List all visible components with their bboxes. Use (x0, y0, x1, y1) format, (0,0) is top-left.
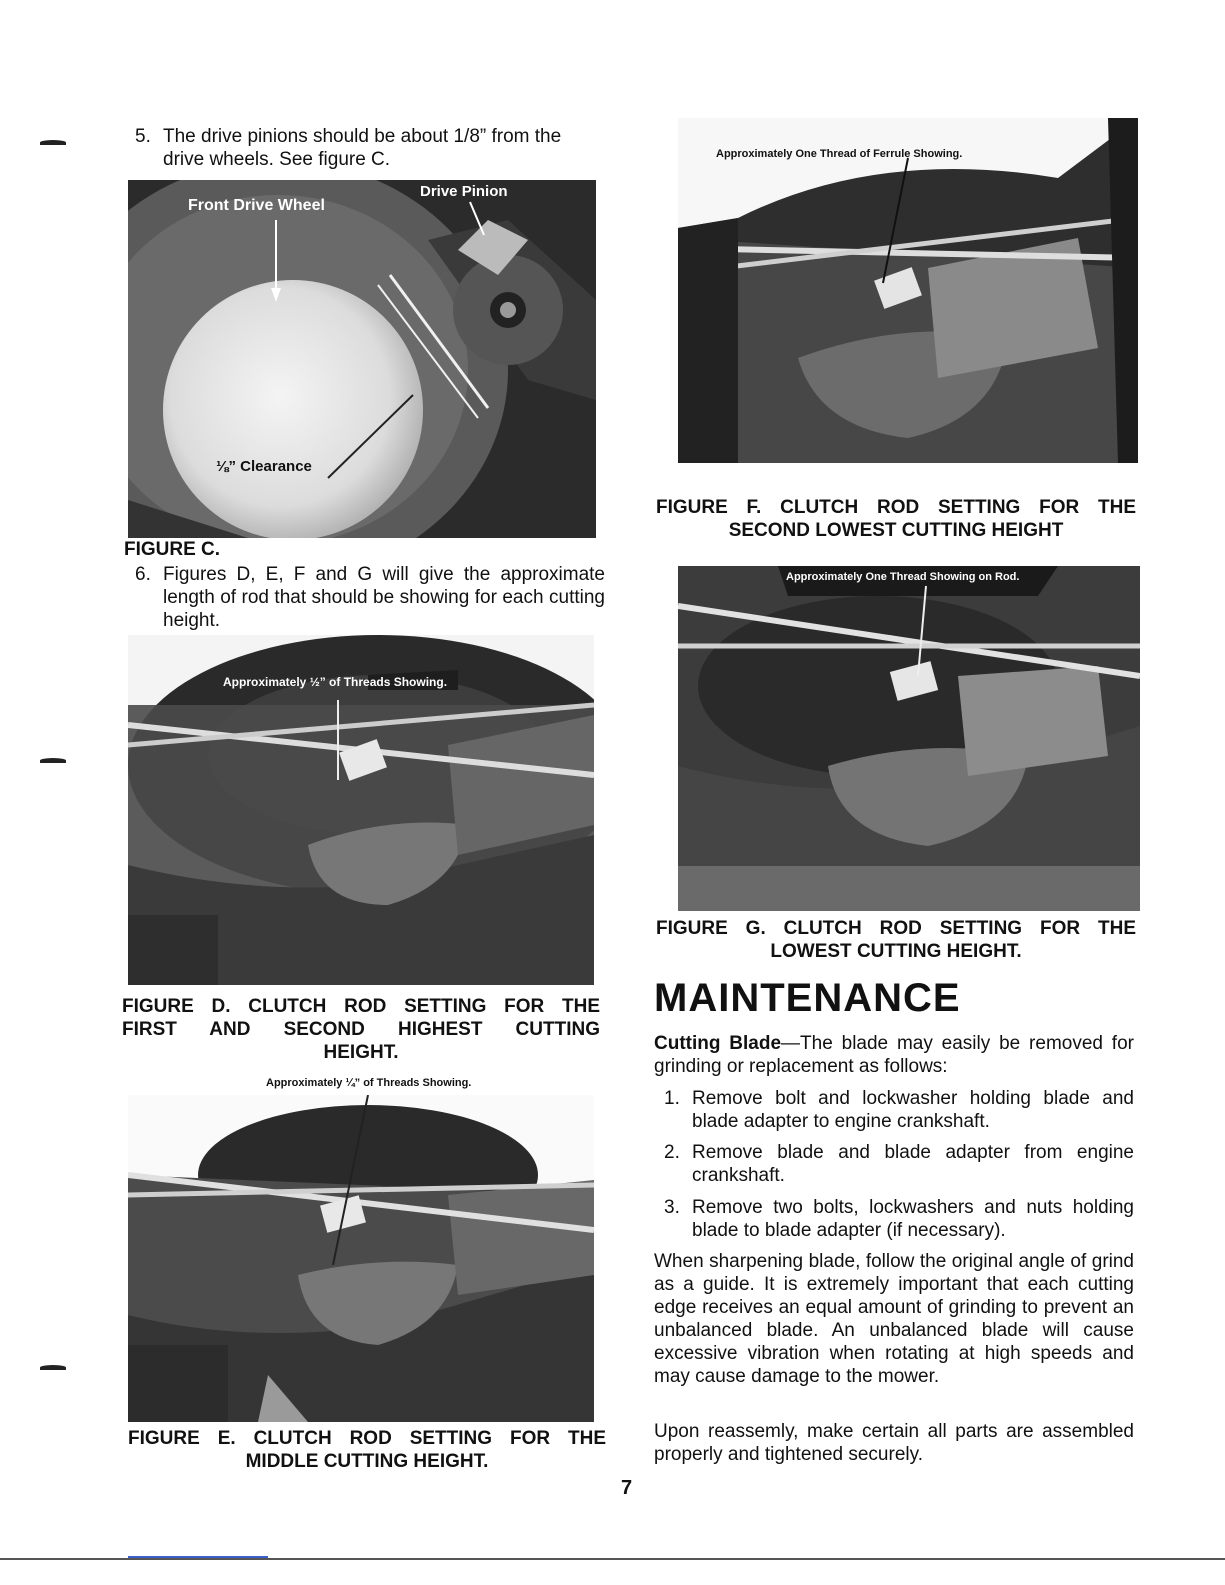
figure-g-label: Approximately One Thread Showing on Rod. (786, 571, 1020, 583)
caption-line-2: MIDDLE CUTTING HEIGHT. (245, 1451, 489, 1472)
clutch-rod-illustration (128, 1095, 594, 1422)
bottom-rule-accent (128, 1556, 268, 1558)
item-number: 3. (664, 1197, 680, 1218)
reassembly-paragraph: Upon reassemly, make certain all parts are assembled properly and tightened securely. (654, 1421, 1134, 1465)
cutting-blade-text: —The blade may easily be removed for grinding or replacement as follows: (654, 1033, 1134, 1077)
figure-g-photo (678, 566, 1140, 911)
sharpening-paragraph: When sharpening blade, follow the original angle of grind as a guide. It is extremely important that each cutting edge receives an equal amount of grinding to prevent an unbalanced blade. An unbalanced blade will cause excessive vibration when rotating at high speeds and may cause damage to the mower. (654, 1251, 1134, 1387)
caption-line-3: HEIGHT. (323, 1042, 399, 1063)
item-text: Remove two bolts, lockwashers and nuts holding blade to blade adapter (if necessary). (692, 1197, 1134, 1241)
caption-line-1: FIGURE F. CLUTCH ROD SETTING FOR THE (656, 497, 1136, 518)
item-number: 2. (664, 1142, 680, 1163)
figure-c-caption: FIGURE C. (124, 539, 221, 560)
step-text: Figures D, E, F and G will give the approximate length of rod that should be showing for each cutting height. (163, 564, 605, 631)
caption-line-2: FIRST AND SECOND HIGHEST CUTTING (122, 1019, 600, 1040)
cutting-blade-intro (654, 1032, 1134, 1078)
clutch-rod-illustration (678, 566, 1140, 911)
figure-f-photo (678, 118, 1138, 463)
caption-line-2: LOWEST CUTTING HEIGHT. (770, 941, 1022, 962)
figure-c-photo (128, 180, 596, 538)
figure-d-caption (122, 995, 600, 1064)
front-drive-wheel-label: Front Drive Wheel (188, 197, 325, 214)
cutting-blade-term: Cutting Blade (654, 1033, 782, 1054)
drive-pinion-label: Drive Pinion (420, 183, 508, 200)
figure-d-label: Approximately ½” of Threads Showing. (223, 675, 448, 689)
binder-mark (40, 140, 66, 145)
caption-line-2: SECOND LOWEST CUTTING HEIGHT (728, 520, 1064, 541)
caption-line-1: FIGURE E. CLUTCH ROD SETTING FOR THE (128, 1428, 606, 1449)
figure-d-photo (128, 635, 594, 985)
item-text: Remove blade and blade adapter from engine crankshaft. (692, 1142, 1134, 1186)
figure-e-label: Approximately ¼” of Threads Showing. (266, 1077, 472, 1089)
clutch-rod-illustration (678, 118, 1138, 463)
step-text: The drive pinions should be about 1/8” from the drive wheels. See figure C. (163, 126, 562, 170)
caption-line-1: FIGURE G. CLUTCH ROD SETTING FOR THE (656, 918, 1136, 939)
figure-f-caption (656, 496, 1136, 542)
maintenance-heading: MAINTENANCE (654, 976, 961, 1020)
binder-mark (40, 1365, 66, 1370)
figure-e-photo (128, 1095, 594, 1422)
item-number: 1. (664, 1088, 680, 1109)
step-number: 6. (135, 564, 151, 585)
figure-f-label: Approximately One Thread of Ferrule Showing. (716, 148, 963, 160)
figure-e-caption (128, 1427, 606, 1473)
clearance-label: ⅛” Clearance (216, 458, 312, 475)
page-number: 7 (621, 1477, 633, 1499)
step-number: 5. (135, 126, 151, 147)
caption-line-1: FIGURE D. CLUTCH ROD SETTING FOR THE (122, 996, 600, 1017)
drive-wheel-illustration (128, 180, 596, 538)
item-text: Remove bolt and lockwasher holding blade and blade adapter to engine crankshaft. (692, 1088, 1134, 1132)
binder-mark (40, 758, 66, 763)
bottom-rule (0, 1558, 1225, 1560)
figure-g-caption (656, 917, 1136, 963)
